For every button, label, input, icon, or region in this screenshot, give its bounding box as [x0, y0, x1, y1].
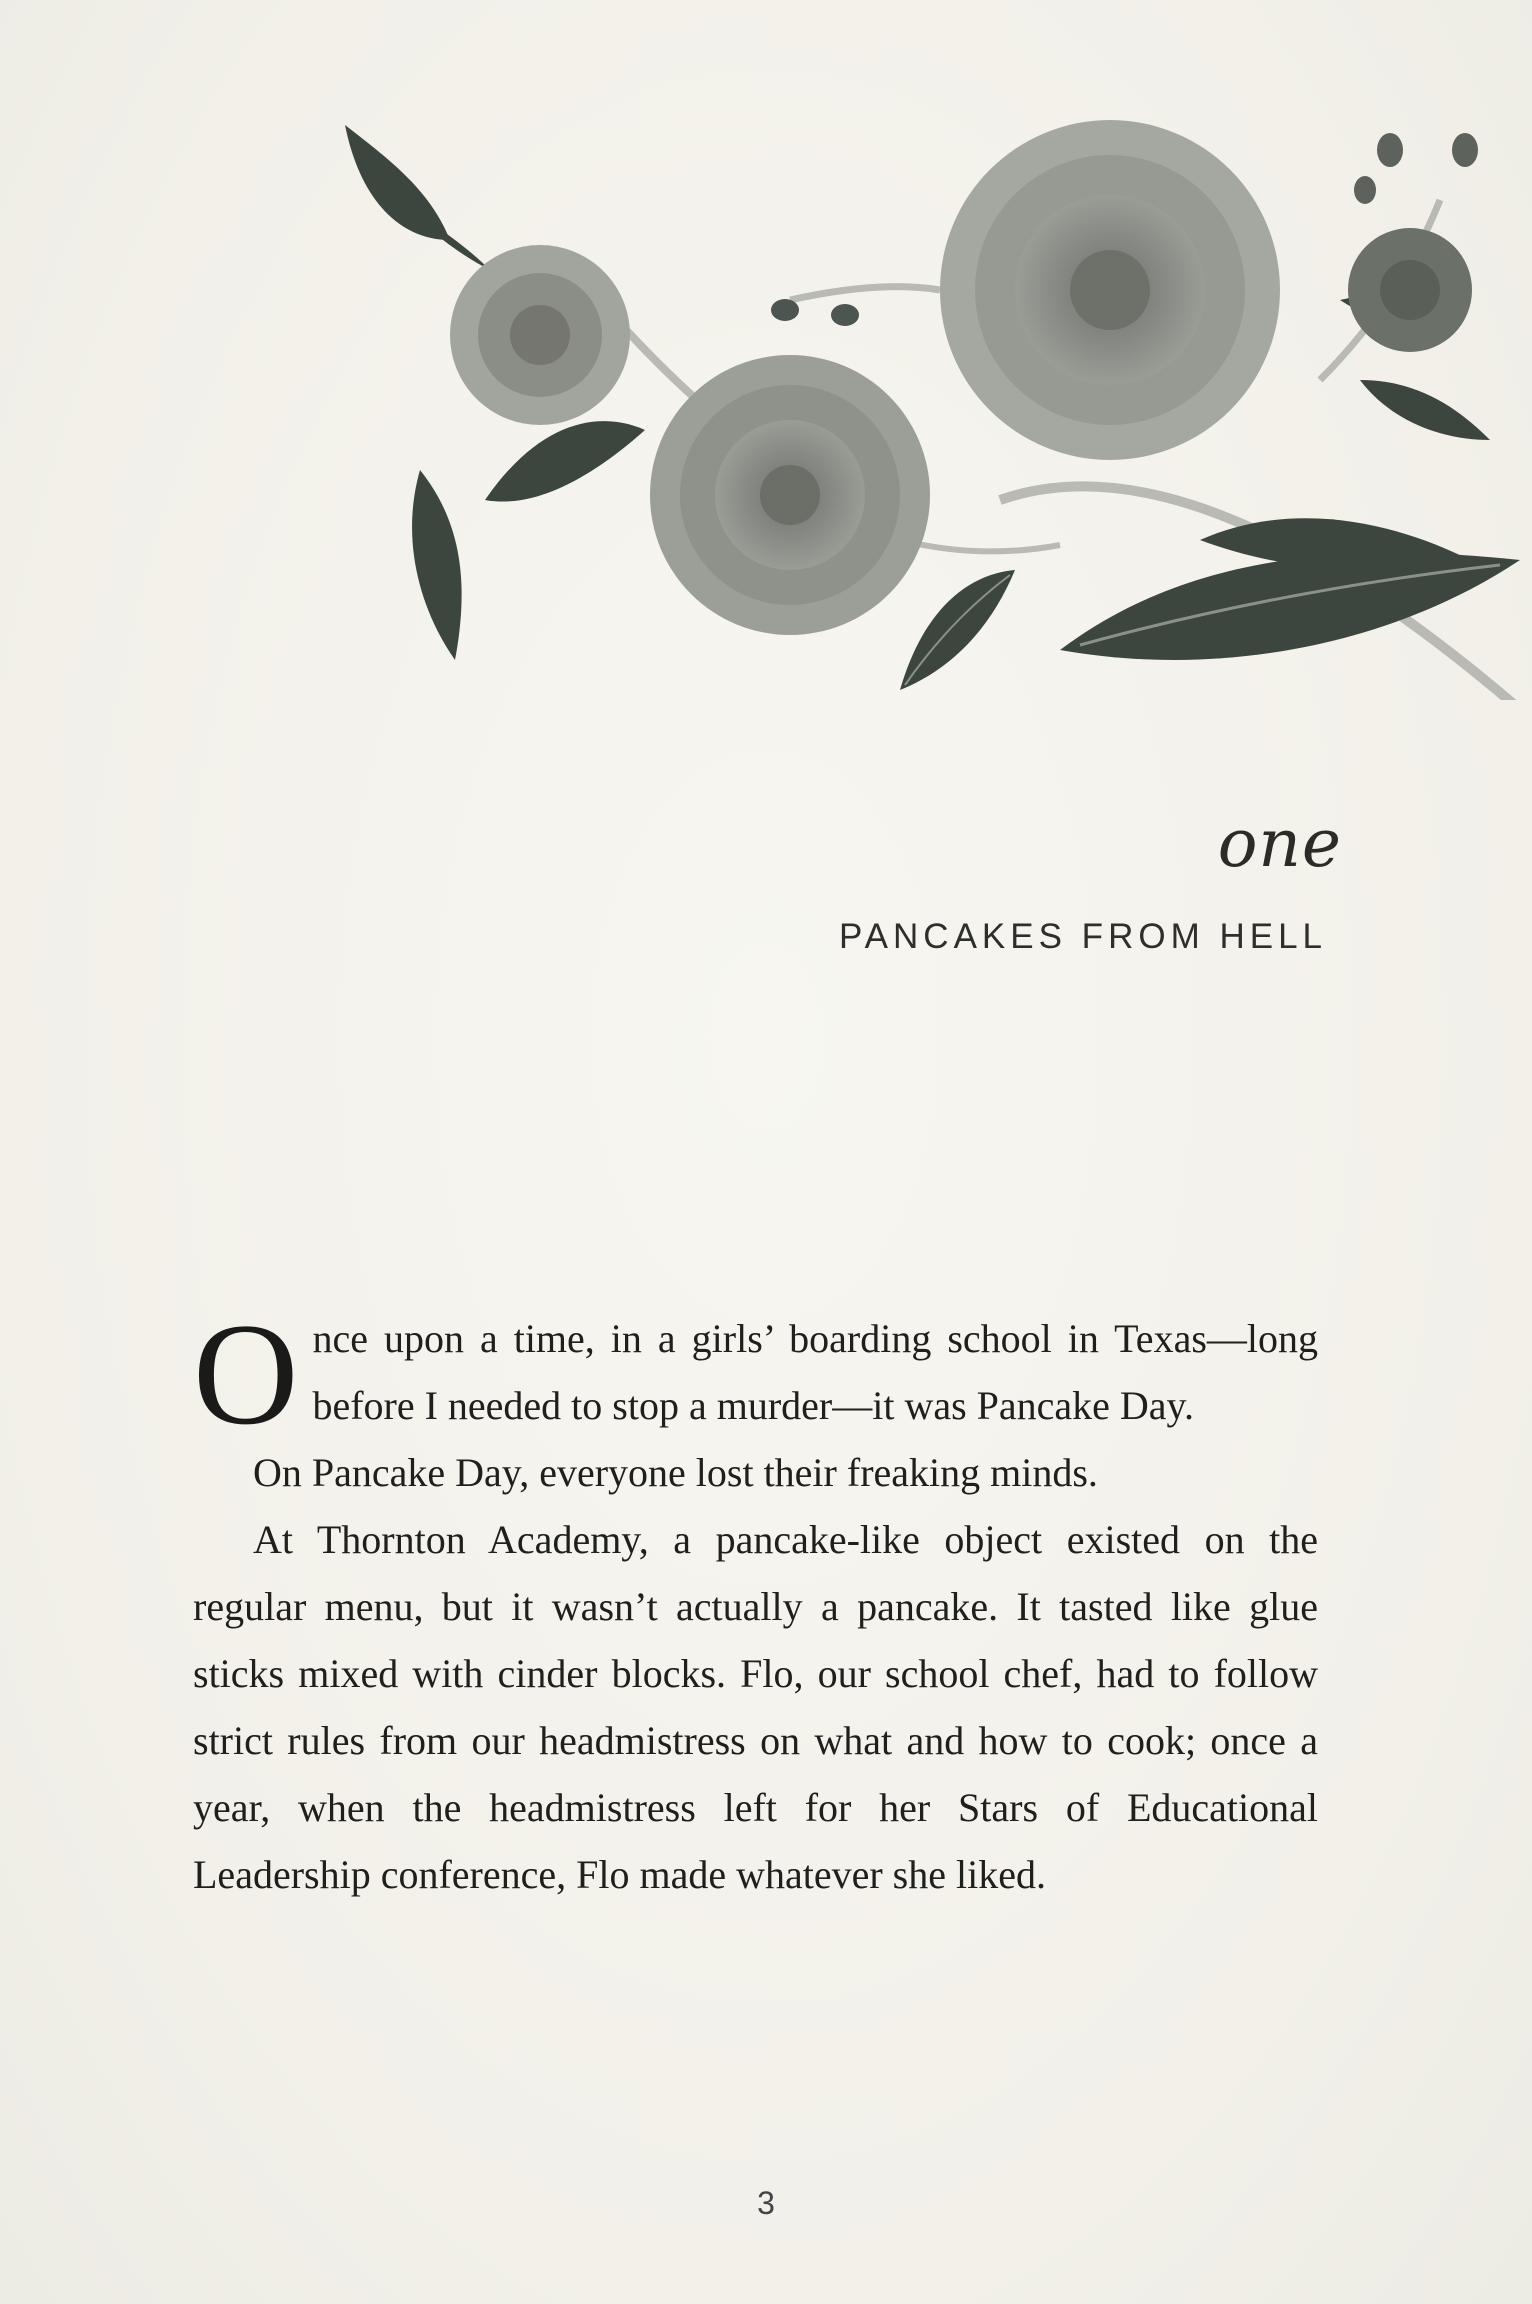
chapter-number: one — [1217, 805, 1342, 882]
page-number: 3 — [757, 2185, 775, 2221]
spiky-flower-right — [1348, 228, 1472, 352]
paragraph-3: At Thornton Academy, a pancake-like object existed on the regular menu, but it wasn’t actually a pancake. It tasted like glue sticks mixed with cinder blocks. Flo, our school chef, had to follow strict rules from our headmistress on what and how to cook; once a year, when the headmistress left for her Stars of Educational Leadership conference, Flo made whatever she liked. — [193, 1517, 1318, 1897]
leaf-left-lower — [412, 470, 462, 660]
drop-cap: O — [193, 1293, 299, 1455]
dahlia-medium — [650, 355, 930, 635]
floral-illustration — [300, 80, 1532, 700]
leaf-top-left — [345, 125, 450, 240]
paragraph-1 — [193, 1293, 1318, 1455]
body-text — [193, 1293, 1318, 1908]
paragraph-2: On Pancake Day, everyone lost their freaking minds. — [253, 1450, 1098, 1495]
chapter-title: PANCAKES FROM HELL — [838, 917, 1327, 956]
dahlia-large — [940, 120, 1280, 460]
paragraph-1-text: nce upon a time, in a girls’ boarding school in Texas—long before I needed to stop a murder—it was Pancake Day. — [312, 1316, 1318, 1428]
bud — [771, 299, 799, 321]
leaf-bottom-right — [1060, 553, 1520, 660]
spiky-flower-left — [450, 245, 630, 425]
